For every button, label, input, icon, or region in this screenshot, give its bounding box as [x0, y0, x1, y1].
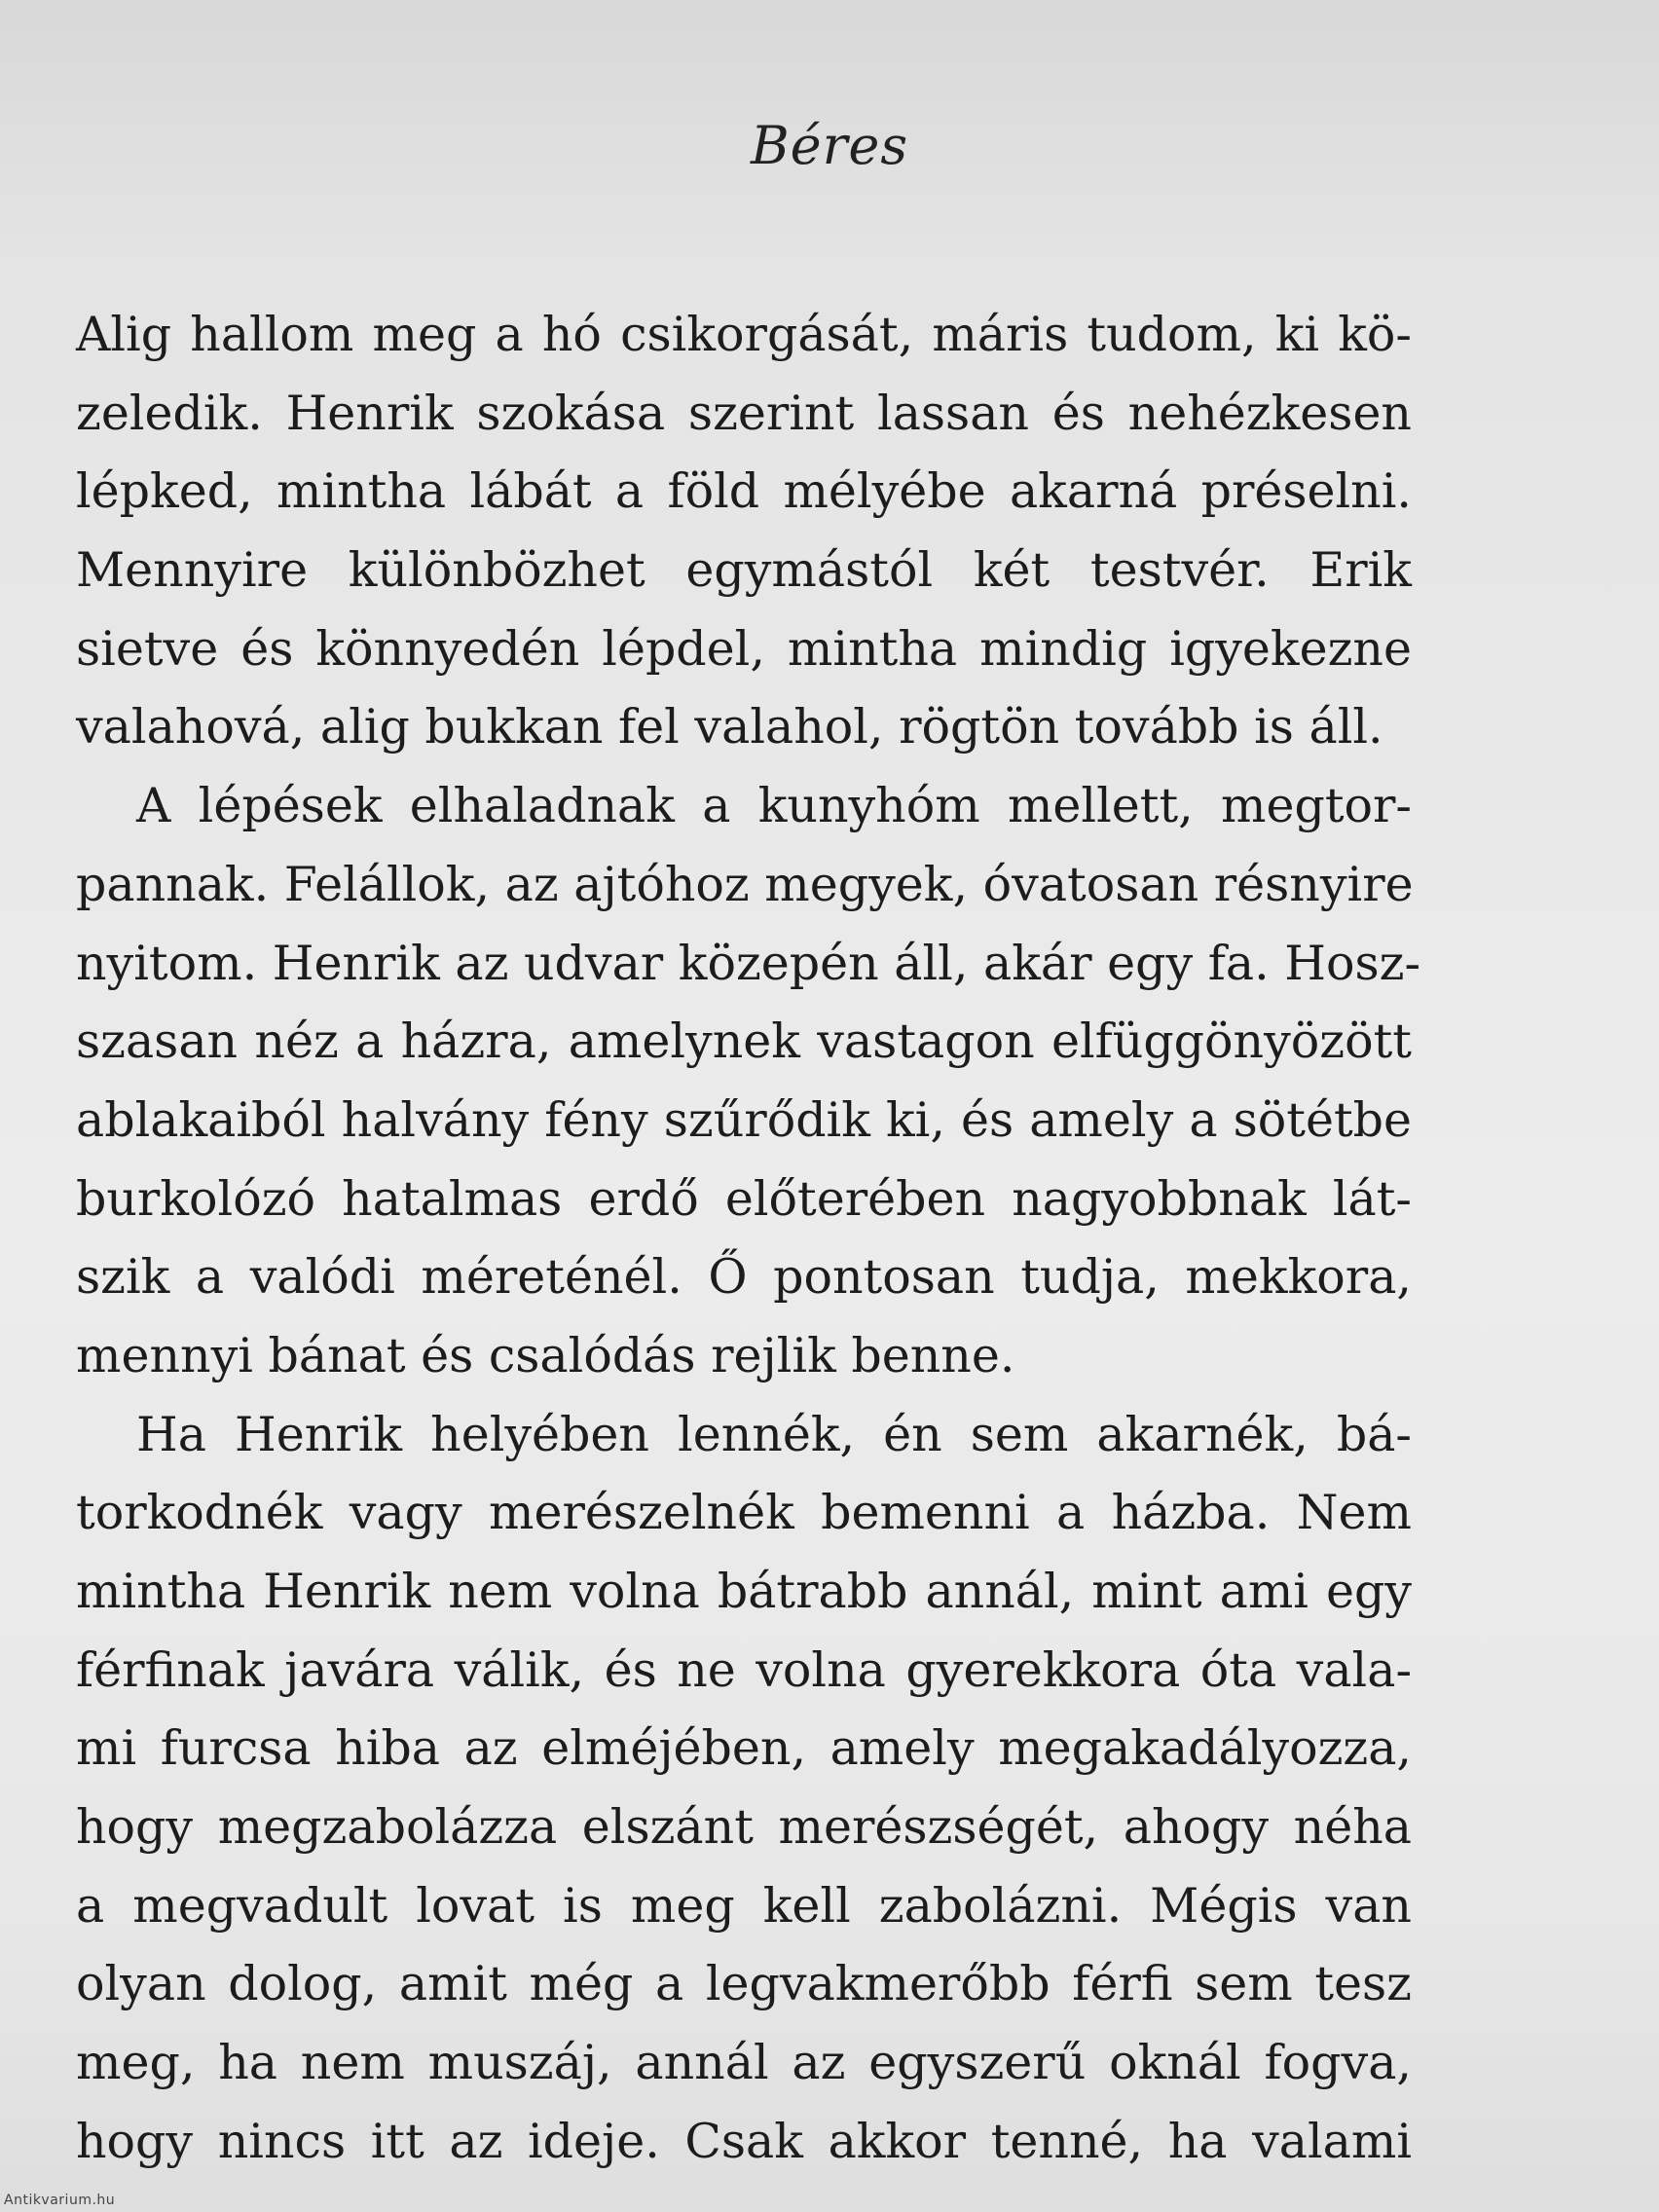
chapter-title: Béres	[750, 115, 909, 176]
text-line: pannak. Felállok, az ajtóhoz megyek, óvatosan résnyire	[76, 856, 1414, 912]
text-line: férfinak javára válik, és ne volna gyerekkora óta vala-	[76, 1641, 1412, 1698]
text-line: mintha Henrik nem volna bátrabb annál, mint ami egy	[76, 1564, 1412, 1619]
text-line: szasan néz a házra, amelynek vastagon elfüggönyözött	[76, 1014, 1412, 1070]
text-line: sietve és könnyedén lépdel, mintha mindig igyekezne	[76, 620, 1412, 677]
text-line: ablakaiból halvány fény szűrődik ki, és amely a sötétbe	[76, 1091, 1412, 1148]
text-line: a megvadult lovat is meg kell zabolázni. Mégis van	[76, 1877, 1412, 1934]
text-line: hogy nincs itt az ideje. Csak akkor tenné, ha valami	[76, 2113, 1412, 2169]
text-line: hogy megzabolázza elszánt merészségét, ahogy néha	[76, 1799, 1412, 1856]
text-line: nyitom. Henrik az udvar közepén áll, akár egy fa. Hosz-	[76, 935, 1420, 991]
watermark: Antikvarium.hu	[4, 2193, 116, 2208]
text-line: Ha Henrik helyében lennék, én sem akarnék, bá-	[136, 1406, 1412, 1462]
text-line: Alig hallom meg a hó csikorgását, máris tudom, ki kö-	[76, 307, 1412, 362]
text-line: burkolózó hatalmas erdő előterében nagyobbnak lát-	[76, 1170, 1412, 1227]
text-line: meg, ha nem muszáj, annál az egyszerű oknál fogva,	[76, 2035, 1412, 2091]
text-line: lépked, mintha lábát a föld mélyébe akarná préselni.	[76, 463, 1412, 520]
text-line: torkodnék vagy merészelnék bemenni a házba. Nem	[76, 1485, 1412, 1541]
text-line: olyan dolog, amit még a legvakmerőbb férfi sem tesz	[76, 1956, 1412, 2012]
text-line: zeledik. Henrik szokása szerint lassan és nehézkesen	[76, 385, 1412, 441]
text-line: mennyi bánat és csalódás rejlik benne.	[76, 1327, 1015, 1383]
text-line: szik a valódi méreténél. Ő pontosan tudja, mekkora,	[76, 1249, 1412, 1306]
text-line: valahová, alig bukkan fel valahol, rögtön tovább is áll.	[76, 699, 1383, 756]
text-line: mi furcsa hiba az elméjében, amely megakadályozza,	[76, 1720, 1412, 1777]
text-line: A lépések elhaladnak a kunyhóm mellett, megtor-	[136, 778, 1412, 834]
body-text	[76, 296, 1420, 2182]
text-line: Mennyire különbözhet egymástól két testvér. Erik	[76, 542, 1412, 599]
